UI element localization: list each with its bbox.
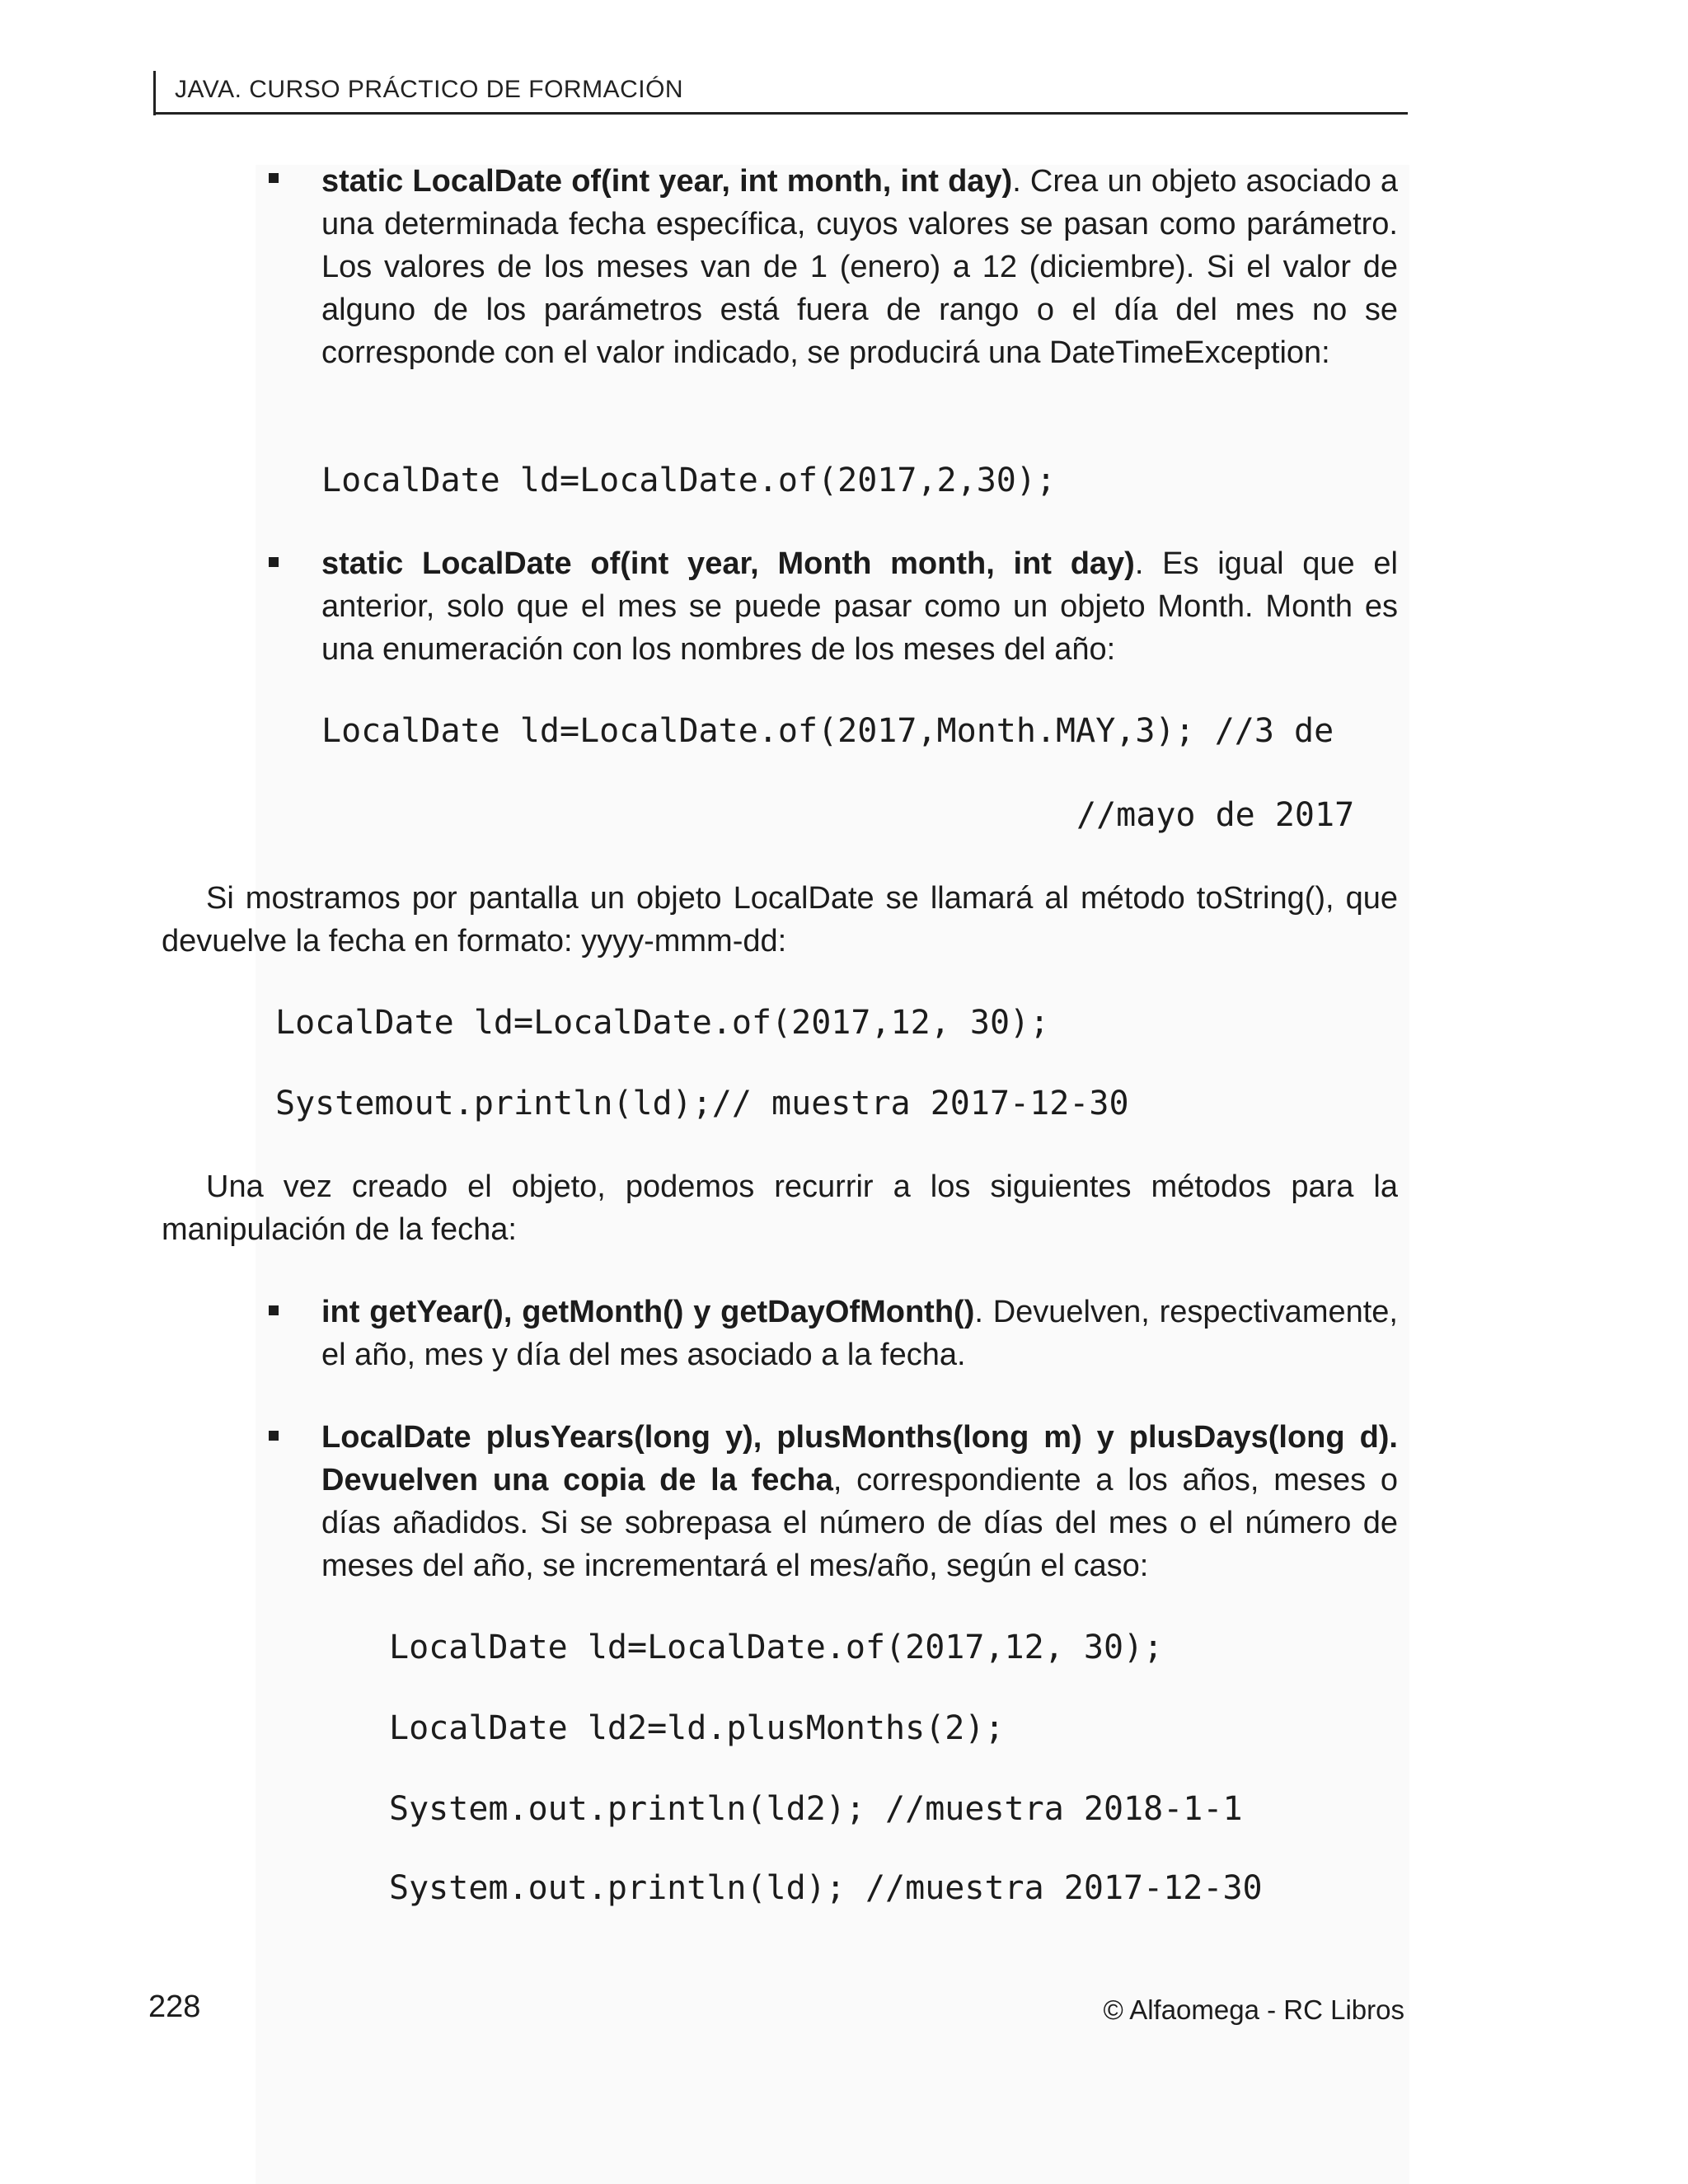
- method-description: . Es igual que el anterior, solo que el mes se puede pasar como un objeto Month. Month es una enumeración con los nombres de los meses del año:: [321, 546, 1398, 667]
- header-vertical-rule: [153, 71, 156, 115]
- method-signature: static LocalDate of(int year, Month month, int day): [321, 546, 1135, 581]
- code-line: Systemout.println(ld);// muestra 2017-12-30: [275, 1085, 1129, 1122]
- bullet-item-of-month-enum: [321, 542, 1398, 671]
- code-comment-line: //mayo de 2017: [1076, 796, 1355, 834]
- method-description: . Devuelven, respectivamente, el año, mes y día del mes asociado a la fecha.: [321, 1295, 1398, 1372]
- code-line: LocalDate ld=LocalDate.of(2017,Month.MAY,3); //3 de: [321, 712, 1334, 750]
- method-description: , correspondiente a los años, meses o días añadidos. Si se sobrepasa el número de días del mes o el número de meses del año, se incrementará el mes/año, según el caso:: [321, 1463, 1398, 1583]
- code-line: System.out.println(ld2); //muestra 2018-1-1: [389, 1790, 1243, 1828]
- footer-credit: © Alfaomega - RC Libros: [1103, 1994, 1404, 2025]
- header-horizontal-rule: [153, 112, 1408, 115]
- body-paragraph: Una vez creado el objeto, podemos recurrir a los siguientes métodos para la manipulación de la fecha:: [162, 1169, 1398, 1247]
- method-description: . Crea un objeto asociado a una determinada fecha específica, cuyos valores se pasan como parámetro. Los valores de los meses van de 1 (enero) a 12 (diciembre). Si el valor de alguno de los parámetros está fuera de rango o el día del mes no se corresponde con el valor indicado, se producirá una DateTimeException:: [321, 164, 1398, 370]
- bullet-item-getters: [321, 1291, 1398, 1376]
- code-line: System.out.println(ld); //muestra 2017-12-30: [389, 1869, 1263, 1907]
- method-signature: static LocalDate of(int year, int month, int day): [321, 164, 1013, 199]
- method-signature: int getYear(), getMonth() y getDayOfMonth(): [321, 1295, 975, 1329]
- code-line: LocalDate ld=LocalDate.of(2017,12, 30);: [389, 1629, 1164, 1666]
- running-header-title: JAVA. CURSO PRÁCTICO DE FORMACIÓN: [175, 76, 684, 103]
- bullet-square-icon: [269, 173, 279, 183]
- bullet-square-icon: [269, 557, 279, 567]
- code-line: LocalDate ld=LocalDate.of(2017,2,30);: [321, 462, 1057, 499]
- code-line: LocalDate ld=LocalDate.of(2017,12, 30);: [275, 1004, 1050, 1042]
- bullet-square-icon: [269, 1305, 279, 1315]
- bullet-item-plus-methods: [321, 1416, 1398, 1587]
- method-signature: LocalDate plusYears(long y), plusMonths(long m) y plusDays(long d). Devuelven una copia de la fecha: [321, 1420, 1398, 1497]
- page-number: 228: [148, 1990, 201, 2024]
- body-paragraph: Si mostramos por pantalla un objeto LocalDate se llamará al método toString(), que devuelve la fecha en formato: yyyy-mmm-dd:: [162, 881, 1398, 958]
- bullet-square-icon: [269, 1431, 279, 1441]
- bullet-item-of-int-month: [321, 160, 1398, 374]
- code-line: LocalDate ld2=ld.plusMonths(2);: [389, 1709, 1005, 1747]
